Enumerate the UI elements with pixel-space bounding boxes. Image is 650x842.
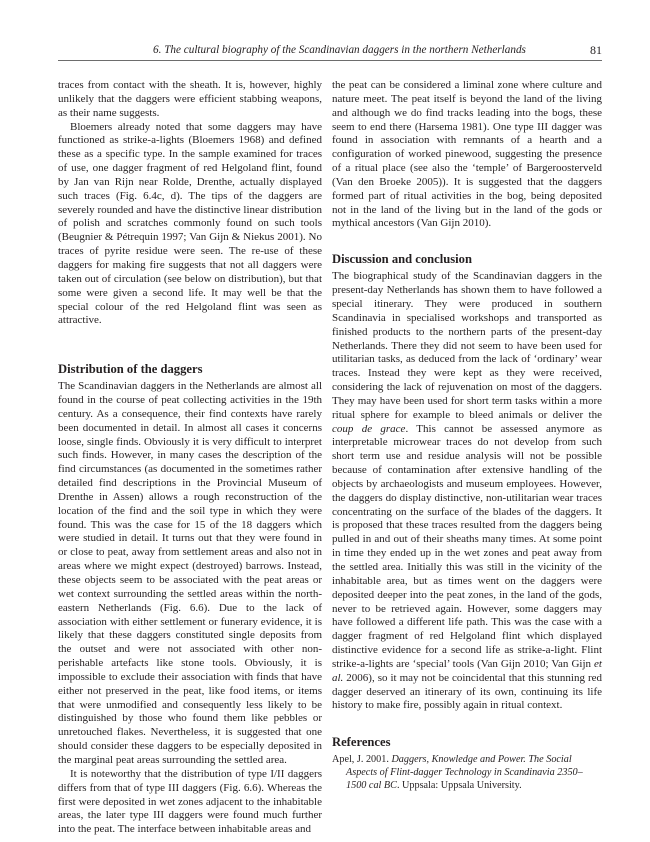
paragraph [332,270,602,713]
reference-title: Daggers, Knowledge and Power. The Social Aspects of Flint-dagger Technology in Scandinavia 2350–1500 cal BC [346,754,583,792]
text-run: . Uppsala: Uppsala University. [396,780,522,792]
text-run: 2006), so it may not be coincidental that this stunning red dagger deserved an itinerary of its own, continuing its life history to make fire, possibly again in ritual context. [332,671,602,712]
italic-term: coup de grace [332,422,406,435]
reference-entry [332,753,602,792]
paragraph: Bloemers already noted that some daggers may have functioned as strike-a-lights (Bloemers 1968) and defined these as a specific type. In the sample examined for traces of use, one dagger fragment of red Helgoland flint, found by Jan van Rijn near Rolde, Drenthe, actually displayed such traces (Fig. 6.4c, d). The tips of the daggers are severely rounded and have the distinctive linear distribution of polish and scratches commonly found on such tools (Beugnier & Pétrequin 1997; Van Gijn & Niekus 2001). No traces of pyrite residue were seen. The re-use of these daggers for making fire suggests that not all daggers were taken out of circulation (see below on distribution), but that some were given a second life. It may well be that the special colour of the red Helgoland flint was seen as attractive. [58,120,322,327]
italic-term: et al. [332,657,602,684]
paragraph: The Scandinavian daggers in the Netherlands are almost all found in the course of peat collecting activities in the 19th century. As a consequence, their find contexts have rarely been documented in detail. In almost all cases it concerns loose, single finds. Obviously it is very difficult to interpret such finds. However, in many cases the description of the find circumstances (as documented in the sometimes rather detailed find descriptions in the Provincial Museum of Drenthe in Assen) allows a rough reconstruction of the location of the find and the soil type in which they were found. This was the case for 15 of the 18 daggers which were studied in detail. It turns out that they were found in or close to peat, away from settlement areas and also not in areas where we might expect (destroyed) barrows. Instead, these objects seem to be associated with the peat areas or wet context surrounding the settled areas within the north-eastern Netherlands (Fig. 6.6). Due to the lack of association with either settlement or funerary evidence, it is likely that these daggers constituted single deposits from the outset and were not associated with other non-perishable artefacts like stone tools. Obviously, it is impossible to exclude their association with finds that have either not preserved in the peat, like food items, or items that were unmodified and consequently less likely to be distinguished by those who found them like pebbles or unretouched flakes. Nevertheless, it is suggested that one should consider these daggers to be especially deposited in the marginal peat areas surrounding the settled area. [58,380,322,766]
section-heading-distribution: Distribution of the daggers [58,362,203,377]
text-run: The biographical study of the Scandinavian daggers in the present-day Netherlands has shown them to have followed a special itinerary. They were produced in southern Scandinavia in specialised workshops and transported as finished products to the northern parts of the present-day Netherlands. There they did not seem to have been used for utilitarian tasks, as deduced from the lack of ‘ordinary’ wear traces. Instead they were kept as they were received, considering the lack of rejuvenation on most of the daggers. They may have been used for short term tasks within a more ritual sphere for example to bleed animals or deliver the [332,270,602,421]
running-header-title: 6. The cultural biography of the Scandinavian daggers in the northern Netherlands [153,44,526,56]
section-heading-discussion: Discussion and conclusion [332,252,472,267]
paragraph: the peat can be considered a liminal zone where culture and nature meet. The peat itself is beyond the land of the living and although we do find tracks leading into the bogs, these seem to end there (Harsema 1981). One type III dagger was found in association with remnants of a hearth and a configuration of worked pinewood, suggesting the presence of a ritual place (see also the ‘temple’ of Bargeroosterveld (Van den Broeke 2005)). It is suggested that the daggers formed part of ritual activities in the bog, being deposited not in the land of the living but in the land of the gods or mythical ancestors (Van Gijn 2010). [332,79,602,230]
section-heading-references: References [332,735,391,750]
paragraph: traces from contact with the sheath. It is, however, highly unlikely that the daggers were efficient stabbing weapons, as their name suggests. [58,79,322,119]
right-column [332,79,602,792]
left-column [58,79,322,837]
text-run: . This cannot be assessed anymore as interpretable microwear traces do not develop from such short term use and residue analysis will not be possible because of contamination after extensive handling of the objects by archaeologists and museum employees. However, the daggers do display distinctive, non-utilitarian wear traces concentrating on the surface of the blades of the daggers. It is proposed that these traces resulted from the daggers being pulled in and out of their sheaths many times. At some point in time they ended up in the wet zones and peat away from the settled area. Initially this was still in the vicinity of the inhabitable area, but as times went on the daggers were deposited deeper into the peat zones, in the land of the gods, never to be retrieved again. However, some daggers may have followed a different life path. This was the case with a dagger fragment of red Helgoland flint which displayed distinctive evidence for a second life as strike-a-light. Flint strike-a-lights are ‘special’ tools (Van Gijn 2010; Van Gijn [332,422,603,670]
paragraph: It is noteworthy that the distribution of type I/II daggers differs from that of type III daggers (Fig. 6.6). Whereas the first were deposited in wet zones adjacent to the inhabitable areas, the later type III daggers were found much further into the peat. The interface between inhabitable areas and [58,767,322,836]
text-run: Apel, J. 2001. [332,754,392,766]
running-header [58,40,602,61]
page-number: 81 [590,43,602,57]
